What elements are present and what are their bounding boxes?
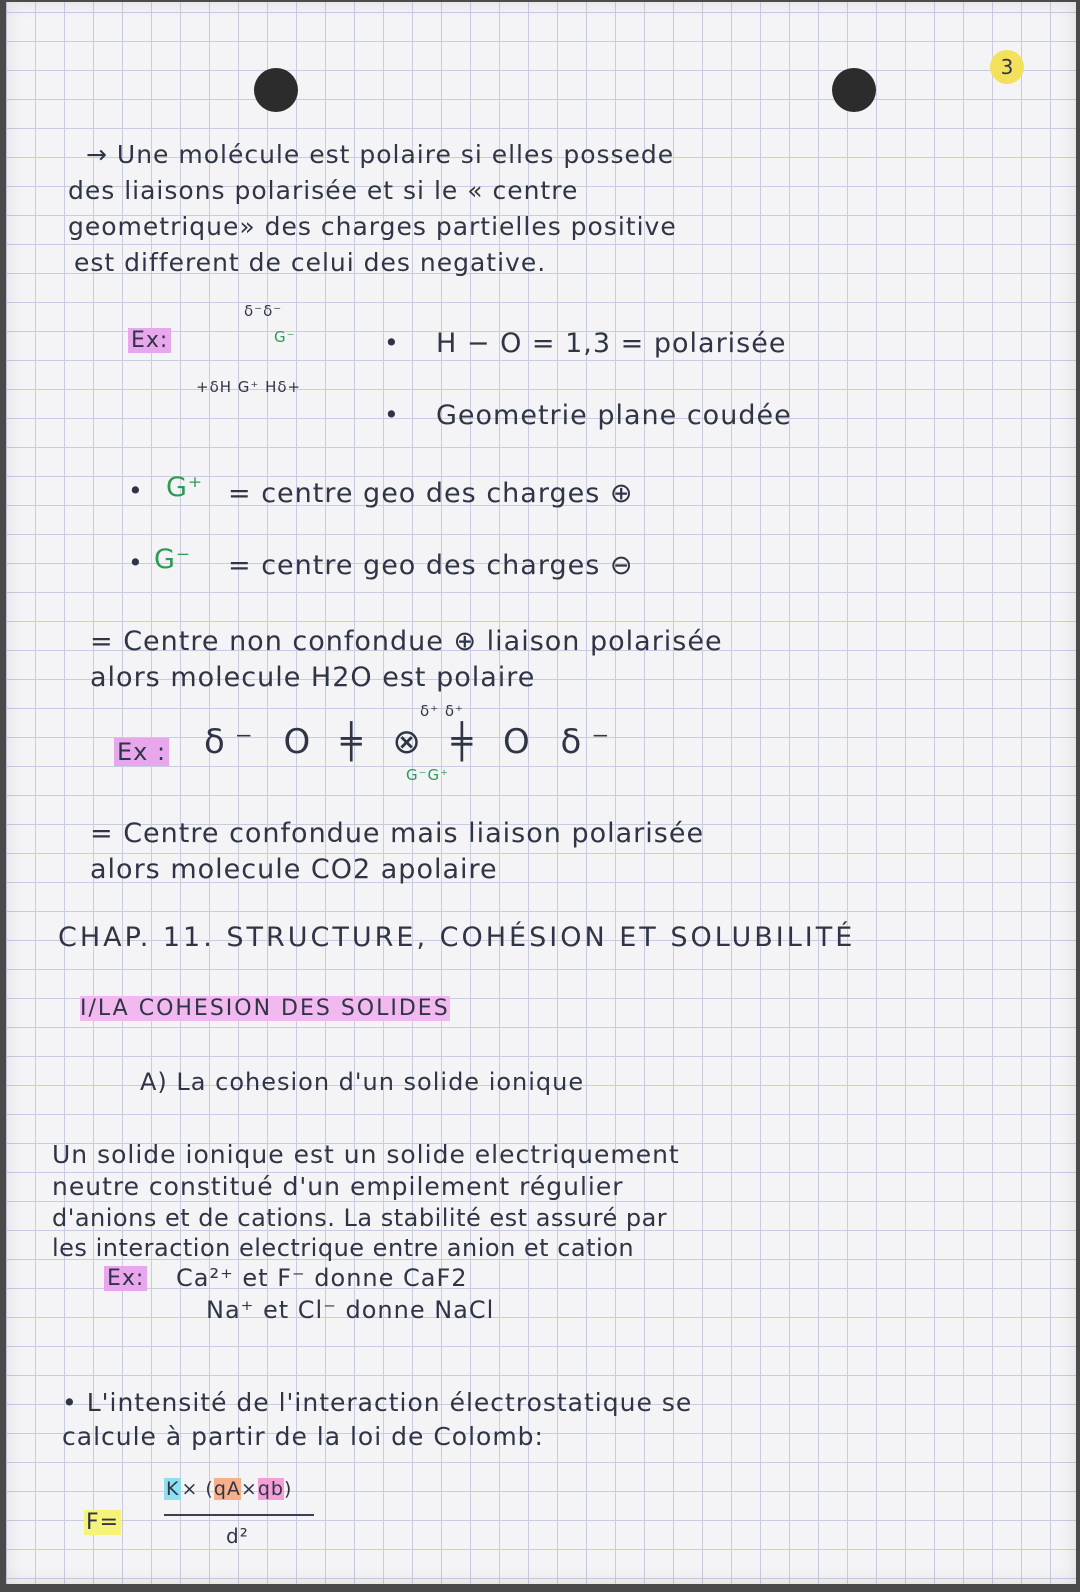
ex1-molecule-g: G⁻: [274, 328, 296, 346]
ex1-geometry-text: Geometrie plane coudée: [436, 400, 792, 431]
ex1-molecule-top: δ⁻δ⁻: [244, 302, 283, 320]
concl1-line-1: = Centre non confondue ⊕ liaison polarisée: [90, 626, 723, 657]
coulomb-line-1: • L'intensité de l'interaction électrostatique se: [62, 1388, 693, 1417]
gminus-bullet: •: [128, 548, 144, 577]
chapter-title: CHAP. 11. STRUCTURE, COHÉSION ET SOLUBILITÉ: [58, 922, 856, 953]
subsection-title: A) La cohesion d'un solide ionique: [140, 1068, 585, 1096]
gplus-text: = centre geo des charges ⊕: [228, 478, 634, 509]
ionic-line-2: neutre constitué d'un empilement régulier: [52, 1172, 624, 1201]
ex1-bullet-1: •: [384, 328, 400, 357]
coulomb-line-2: calcule à partir de la loi de Colomb:: [62, 1422, 544, 1451]
ex2-label: Ex :: [114, 738, 169, 766]
ex1-molecule-bottom: +δH G⁺ Hδ+: [196, 378, 302, 396]
ionic-line-3: d'anions et de cations. La stabilité est assuré par: [52, 1204, 668, 1232]
formula-x: ×: [240, 1478, 258, 1500]
ex3-reaction-2: Na⁺ et Cl⁻ donne NaCl: [206, 1296, 495, 1324]
ionic-line-1: Un solide ionique est un solide electriquement: [52, 1140, 680, 1169]
notebook-page: [6, 2, 1076, 1584]
concl2-line-2: alors molecule CO2 apolaire: [90, 854, 498, 885]
page-number: 3: [990, 50, 1024, 84]
gplus-bullet: •: [128, 476, 144, 505]
ex2-bottom-g: G⁻G⁺: [406, 766, 450, 784]
ex2-molecule: δ⁻ O ╪ ⊗ ╪ O δ⁻: [204, 722, 620, 762]
formula-times: × (: [181, 1478, 214, 1500]
concl2-line-1: = Centre confondue mais liaison polarisée: [90, 818, 705, 849]
formula-numerator: [164, 1478, 292, 1500]
gminus-text: = centre geo des charges ⊖: [228, 550, 634, 581]
polar-def-line-1: → Une molécule est polaire si elles possede: [86, 140, 675, 169]
ex2-top-charges: δ⁺ δ⁺: [420, 702, 464, 720]
ex1-bond-text: H − O = 1,3 = polarisée: [436, 328, 787, 359]
section-title: I/LA COHESION DES SOLIDES: [80, 996, 450, 1021]
binder-hole-left: [254, 68, 298, 112]
polar-def-line-2: des liaisons polarisée et si le « centre: [68, 176, 579, 205]
polar-def-line-3: geometrique» des charges partielles positive: [68, 212, 677, 241]
formula-denominator: d²: [226, 1524, 249, 1548]
formula-f: F=: [86, 1510, 120, 1535]
ex1-bullet-2: •: [384, 400, 400, 429]
ex3-reaction-1: Ca²⁺ et F⁻ donne CaF2: [176, 1264, 468, 1292]
gplus-symbol: G⁺: [166, 472, 204, 503]
formula-fraction-bar: [164, 1514, 314, 1516]
formula-k: K: [166, 1478, 180, 1500]
formula-qb: qb: [257, 1478, 284, 1500]
gminus-symbol: G⁻: [154, 544, 192, 575]
ex1-label: Ex:: [128, 328, 171, 353]
formula-qa: qA: [213, 1478, 241, 1500]
binder-hole-right: [832, 68, 876, 112]
concl1-line-2: alors molecule H2O est polaire: [90, 662, 536, 693]
polar-def-line-4: est different de celui des negative.: [74, 248, 547, 277]
ionic-line-4: les interaction electrique entre anion et cation: [52, 1234, 635, 1262]
ex3-label: Ex:: [104, 1266, 147, 1291]
formula-close: ): [283, 1478, 293, 1500]
